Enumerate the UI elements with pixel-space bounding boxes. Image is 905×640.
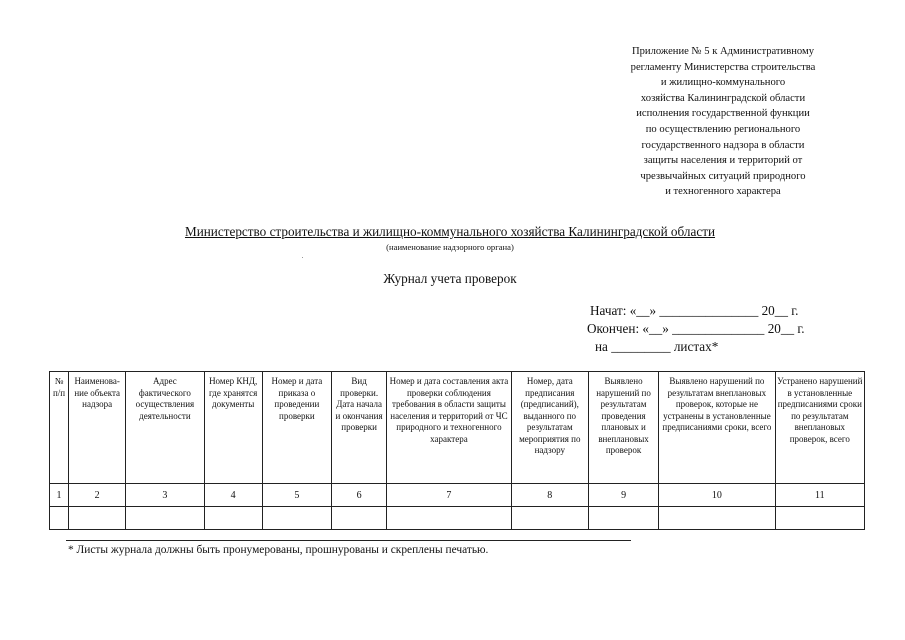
empty-cell	[126, 507, 204, 530]
empty-cell	[511, 507, 588, 530]
empty-entry-row	[50, 507, 865, 530]
column-header: Номер, дата предписания (предписаний), выданного по результатам мероприятия по надзору	[511, 372, 588, 484]
appendix-line: хозяйства Калининградской области	[640, 92, 806, 104]
empty-cell	[588, 507, 658, 530]
column-header: Наименова-ние объекта надзора	[69, 372, 126, 484]
column-header: Выявлено нарушений по результатам проведения плановых и внеплановых проверок	[588, 372, 658, 484]
inspections-journal-table	[49, 371, 865, 530]
ended-date-line: Окончен: «__» ______________ 20__ г.	[587, 321, 805, 336]
appendix-line: Приложение № 5 к Административному	[631, 46, 814, 57]
column-number: 9	[588, 484, 658, 507]
column-number: 11	[775, 484, 864, 507]
appendix-note	[583, 44, 863, 200]
footnote: * Листы журнала должны быть пронумерованы, прошнурованы и скреплены печатью.	[68, 544, 489, 556]
org-name: Министерство строительства и жилищно-коммунального хозяйства Калининградской области	[184, 224, 716, 239]
column-number-row	[50, 484, 865, 507]
column-header: Номер и дата составления акта проверки соблюдения требования в области защиты населения и территорий от ЧС природного и техногенного характера	[387, 372, 511, 484]
journal-title: Журнал учета проверок	[383, 271, 517, 286]
scan-speck	[302, 257, 303, 258]
appendix-line: и жилищно-коммунального	[660, 77, 786, 89]
column-number: 3	[126, 484, 204, 507]
appendix-line: и техногенного характера	[665, 186, 781, 198]
org-caption: (наименование надзорного органа)	[386, 242, 514, 252]
column-header: Устранено нарушений в установленные предписаниями сроки по результатам внеплановых проверок, всего	[775, 372, 864, 484]
column-header: Адрес фактического осуществления деятельности	[126, 372, 204, 484]
column-number: 7	[387, 484, 511, 507]
empty-cell	[262, 507, 331, 530]
column-number: 6	[332, 484, 387, 507]
appendix-line: государственного надзора в области	[641, 139, 805, 151]
header-row	[50, 372, 865, 484]
empty-cell	[50, 507, 69, 530]
sheets-count-line: на _________ листах*	[595, 339, 719, 354]
empty-cell	[659, 507, 775, 530]
appendix-line: исполнения государственной функции	[636, 108, 810, 120]
column-number: 1	[50, 484, 69, 507]
column-header: Номер и дата приказа о проведении проверки	[262, 372, 331, 484]
column-number: 8	[511, 484, 588, 507]
column-number: 5	[262, 484, 331, 507]
column-number: 4	[204, 484, 262, 507]
appendix-line: регламенту Министерства строительства	[630, 61, 816, 73]
column-number: 10	[659, 484, 775, 507]
column-header: Выявлено нарушений по результатам внеплановых проверок, которые не устранены в установленные предписаниями сроки, всего	[659, 372, 775, 484]
appendix-line: по осуществлению регионального	[645, 123, 801, 135]
appendix-line: чрезвычайных ситуаций природного	[640, 170, 806, 182]
empty-cell	[332, 507, 387, 530]
column-header: Вид проверки. Дата начала и окончания проверки	[332, 372, 387, 484]
column-header: № п/п	[50, 372, 69, 484]
appendix-line: защиты населения и территорий от	[643, 155, 803, 167]
column-header: Номер КНД, где хранятся документы	[204, 372, 262, 484]
empty-cell	[204, 507, 262, 530]
empty-cell	[387, 507, 511, 530]
empty-cell	[775, 507, 864, 530]
started-date-line: Начат: «__» _______________ 20__ г.	[590, 303, 799, 318]
column-number: 2	[69, 484, 126, 507]
footnote-separator	[66, 540, 631, 541]
empty-cell	[69, 507, 126, 530]
